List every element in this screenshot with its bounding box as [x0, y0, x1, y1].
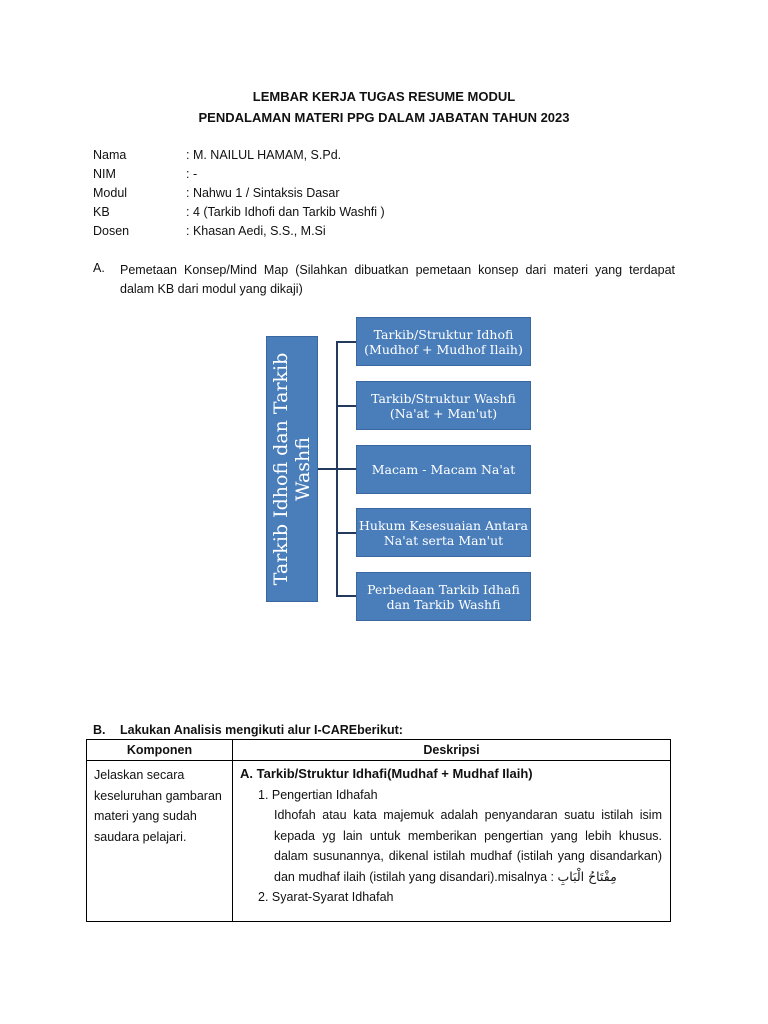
- mindmap-root-node: [266, 336, 318, 602]
- info-label-kb: KB: [93, 205, 110, 219]
- info-label-nim: NIM: [93, 167, 116, 181]
- table-header-row: [87, 740, 671, 761]
- mindmap-node-hukum-kesesuaian: Hukum Kesesuaian Antara Na'at serta Man'ut: [356, 508, 531, 557]
- table-row: [87, 761, 671, 922]
- info-label-modul: Modul: [93, 186, 128, 200]
- info-value-nim: : -: [186, 167, 198, 181]
- mindmap-connector-5: [336, 595, 356, 597]
- arabic-example: مِفْتَاحُ الْبَابِ: [557, 868, 617, 884]
- komponen-cell: [87, 761, 233, 922]
- mindmap-node-perbedaan: Perbedaan Tarkib Idhafi dan Tarkib Washfi: [356, 572, 531, 621]
- info-value-nama: : M. NAILUL HAMAM, S.Pd.: [186, 148, 342, 162]
- mindmap-root-label: Tarkib Idhofi dan Tarkib Washfi: [270, 352, 314, 586]
- document-title-line-1: LEMBAR KERJA TUGAS RESUME MODUL: [252, 89, 516, 104]
- deskripsi-item-1: 1. Pengertian Idhafah: [258, 787, 378, 802]
- info-label-dosen: Dosen: [93, 224, 130, 238]
- section-a-letter: A.: [93, 261, 105, 275]
- mindmap-connector-4: [336, 532, 356, 534]
- mindmap-connector-2: [336, 405, 356, 407]
- mindmap-node-tarkib-washfi: Tarkib/Struktur Washfi (Na'at + Man'ut): [356, 381, 531, 430]
- document-title-line-2: PENDALAMAN MATERI PPG DALAM JABATAN TAHUN 2023: [198, 110, 570, 125]
- section-a-instruction: Pemetaan Konsep/Mind Map (Silahkan dibuatkan pemetaan konsep dari materi yang terdapat dalam KB dari modul yang dikaji): [120, 263, 675, 296]
- section-b-letter: B.: [93, 723, 106, 737]
- info-value-modul: : Nahwu 1 / Sintaksis Dasar: [186, 186, 340, 200]
- komponen-text: Jelaskan secara keseluruhan gambaran materi yang sudah saudara pelajari.: [94, 768, 222, 844]
- mindmap-node-tarkib-idhofi: Tarkib/Struktur Idhofi (Mudhof + Mudhof Ilaih): [356, 317, 531, 366]
- deskripsi-paragraph-text: Idhofah atau kata majemuk adalah penyandaran suatu istilah isim kepada yg lain untuk memberikan pengertian yang lebih khusus. dalam susunannya, dikenal istilah mudhaf (istilah yang disandarkan) dan mudhaf ilaih (istilah yang disandari).misalnya :: [274, 808, 662, 884]
- icare-table: [86, 739, 671, 922]
- info-value-dosen: : Khasan Aedi, S.S., M.Si: [186, 224, 326, 238]
- section-b-instruction: Lakukan Analisis mengikuti alur I-CAREberikut:: [120, 723, 403, 737]
- deskripsi-paragraph-1: [240, 805, 662, 887]
- mindmap-node-macam-naat: Macam - Macam Na'at: [356, 445, 531, 494]
- info-value-kb: : 4 (Tarkib Idhofi dan Tarkib Washfi ): [186, 205, 385, 219]
- mindmap-connector-root: [318, 468, 337, 470]
- mindmap-connector-1: [336, 341, 356, 343]
- deskripsi-cell: [233, 761, 671, 922]
- column-header-komponen: Komponen: [87, 740, 233, 761]
- deskripsi-item-2: 2. Syarat-Syarat Idhafah: [258, 890, 394, 904]
- mindmap-connector-3: [336, 468, 356, 470]
- deskripsi-heading: A. Tarkib/Struktur Idhafi(Mudhaf + Mudhaf Ilaih): [240, 766, 533, 781]
- info-label-nama: Nama: [93, 148, 127, 162]
- column-header-deskripsi: Deskripsi: [233, 740, 671, 761]
